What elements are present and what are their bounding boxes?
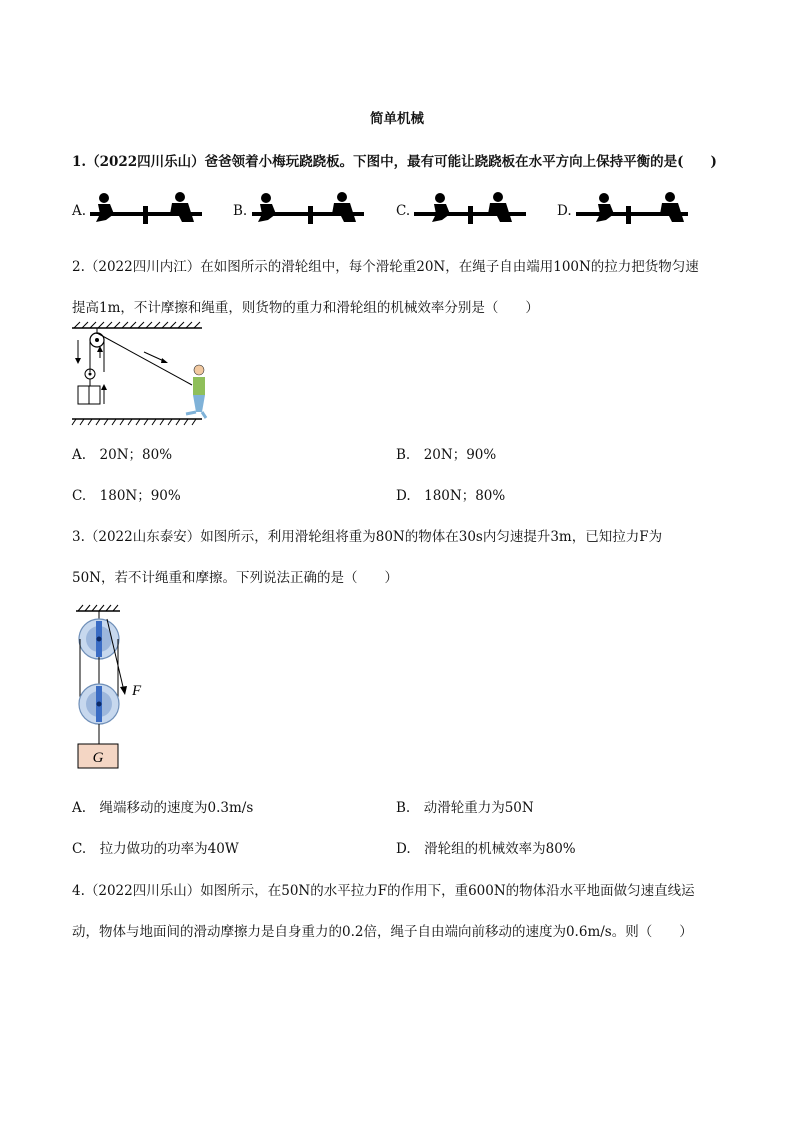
q1-option-d-seesaw-figure	[574, 192, 694, 228]
question-1-text: 1.（2022四川乐山）爸爸领着小梅玩跷跷板。下图中，最有可能让跷跷板在水平方向上保持平衡的是( )	[72, 154, 717, 170]
q2-pulley-figure	[72, 322, 207, 426]
q3-force-label: F	[132, 683, 142, 699]
q2-option-a: A. 20N；80%	[72, 447, 173, 463]
q1-option-a-seesaw-figure	[88, 192, 208, 228]
q3-weight-label: G	[92, 750, 104, 766]
q3-pulley-figure	[74, 605, 154, 770]
q2-option-c: C. 180N；90%	[72, 488, 181, 504]
q1-option-d-label: D.	[557, 203, 572, 219]
question-3-line-2: 50N，若不计绳重和摩擦。下列说法正确的是（ ）	[72, 570, 398, 586]
q3-option-c: C. 拉力做功的功率为40W	[72, 841, 239, 857]
q1-option-c-label: C.	[396, 203, 411, 219]
question-2-line-1: 2.（2022四川内江）在如图所示的滑轮组中，每个滑轮重20N，在绳子自由端用100N的拉力把货物匀速	[72, 259, 699, 275]
q3-option-a: A. 绳端移动的速度为0.3m/s	[72, 800, 254, 816]
q3-option-b: B. 动滑轮重力为50N	[396, 800, 534, 816]
q3-option-d: D. 滑轮组的机械效率为80%	[396, 841, 576, 857]
q1-option-b-label: B.	[233, 203, 248, 219]
q2-option-d: D. 180N；80%	[396, 488, 506, 504]
question-4-line-1: 4.（2022四川乐山）如图所示，在50N的水平拉力F的作用下，重600N的物体沿水平地面做匀速直线运	[72, 883, 695, 899]
question-3-line-1: 3.（2022山东泰安）如图所示，利用滑轮组将重为80N的物体在30s内匀速提升3m，已知拉力F为	[72, 529, 663, 545]
question-2-line-2: 提高1m，不计摩擦和绳重，则货物的重力和滑轮组的机械效率分别是（ ）	[72, 300, 539, 316]
page-title: 简单机械	[370, 111, 424, 127]
q2-option-b: B. 20N；90%	[396, 447, 497, 463]
question-4-line-2: 动，物体与地面间的滑动摩擦力是自身重力的0.2倍，绳子自由端向前移动的速度为0.6m/s。则（ ）	[72, 924, 693, 940]
q1-option-a-label: A.	[72, 203, 87, 219]
q1-option-b-seesaw-figure	[250, 192, 370, 228]
q1-option-c-seesaw-figure	[412, 192, 532, 228]
